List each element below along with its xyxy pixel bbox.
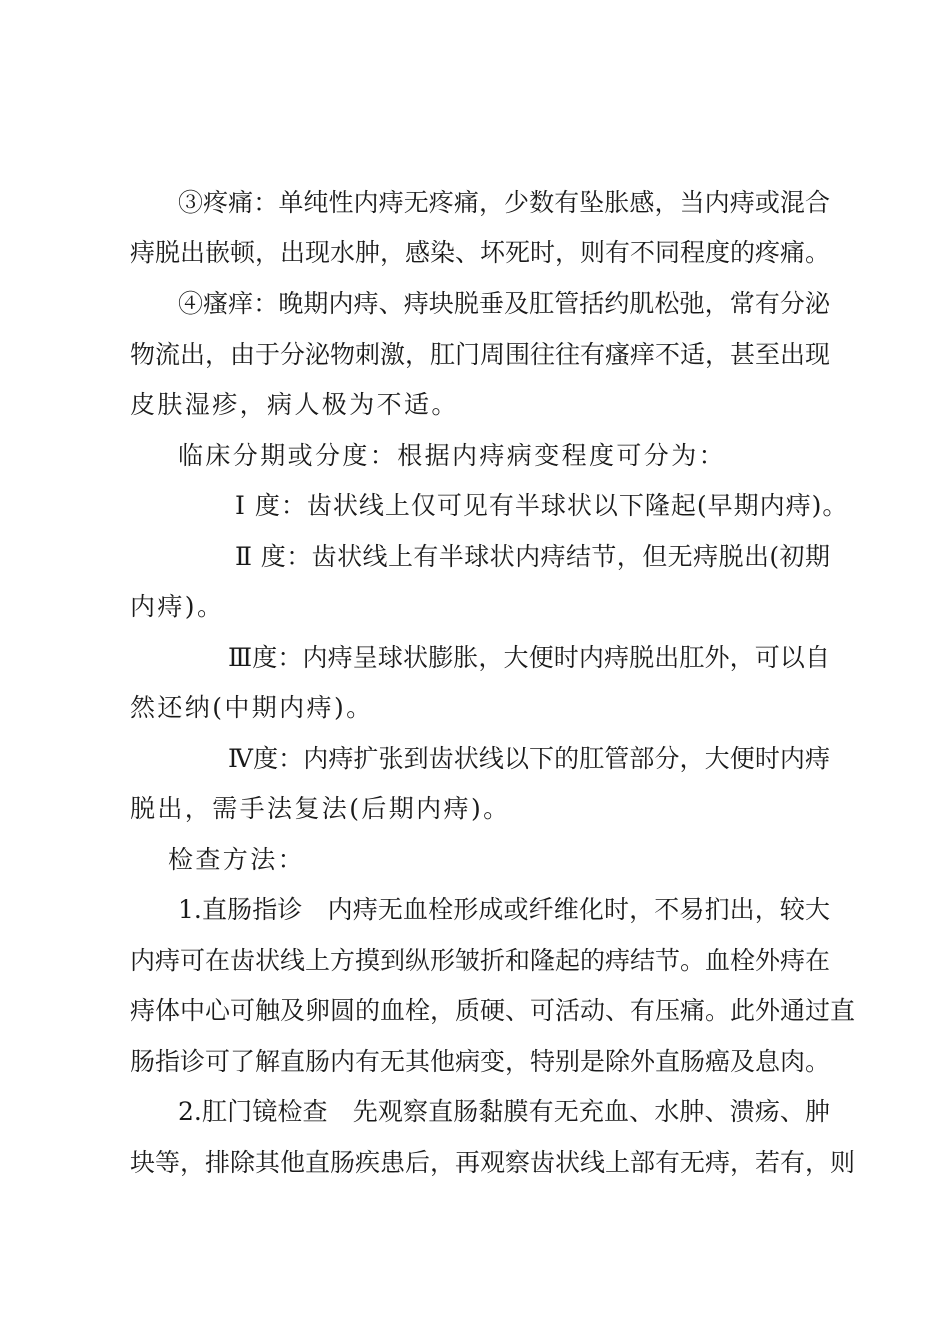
exam-anoscopy-line-1: 2.肛门镜检查 先观察直肠黏膜有无充血、水肿、溃疡、肿 [178, 1097, 830, 1126]
paragraph-pain-line-2: 痔脱出嵌顿，出现水肿，感染、坏死时，则有不同程度的疼痛。 [130, 238, 831, 267]
paragraph-pain-line-1: ③疼痛：单纯性内痔无疼痛，少数有坠胀感，当内痔或混合 [178, 188, 830, 217]
exam-dre-line-4: 肠指诊可了解直肠内有无其他病变，特别是除外直肠癌及息肉。 [130, 1047, 831, 1076]
exam-dre-line-1: 1.直肠指诊 内痔无血栓形成或纤维化时，不易扪出，较大 [178, 895, 830, 924]
exam-dre-line-3: 痔体中心可触及卵圆的血栓，质硬、可活动、有压痛。此外通过直 [130, 996, 856, 1025]
staging-heading: 临床分期或分度：根据内痔病变程度可分为： [178, 441, 727, 470]
exam-dre-line-2: 内痔可在齿状线上方摸到纵形皱折和隆起的痔结节。血栓外痔在 [130, 946, 831, 975]
exam-methods-heading: 检查方法： [168, 845, 306, 874]
grade-2-line-1: Ⅱ 度：齿状线上有半球状内痔结节，但无痔脱出(初期 [235, 542, 830, 571]
grade-4-line-2: 脱出，需手法复法(后期内痔)。 [130, 794, 511, 823]
exam-anoscopy-line-2: 块等，排除其他直肠疾患后，再观察齿状线上部有无痔，若有，则 [130, 1148, 856, 1177]
grade-1-line: Ⅰ 度：齿状线上仅可见有半球状以下隆起(早期内痔)。 [235, 491, 849, 520]
grade-3-line-2: 然还纳(中期内痔)。 [130, 693, 374, 722]
grade-2-line-2: 内痔)。 [130, 592, 225, 621]
paragraph-itch-line-2: 物流出，由于分泌物刺激，肛门周围往往有瘙痒不适，甚至出现 [130, 340, 831, 369]
paragraph-itch-line-3: 皮肤湿疹，病人极为不适。 [130, 390, 459, 419]
paragraph-itch-line-1: ④瘙痒：晚期内痔、痔块脱垂及肛管括约肌松弛，常有分泌 [178, 289, 830, 318]
grade-4-line-1: Ⅳ度：内痔扩张到齿状线以下的肛管部分，大便时内痔 [228, 744, 830, 773]
grade-3-line-1: Ⅲ度：内痔呈球状膨胀，大便时内痔脱出肛外，可以自 [228, 643, 830, 672]
